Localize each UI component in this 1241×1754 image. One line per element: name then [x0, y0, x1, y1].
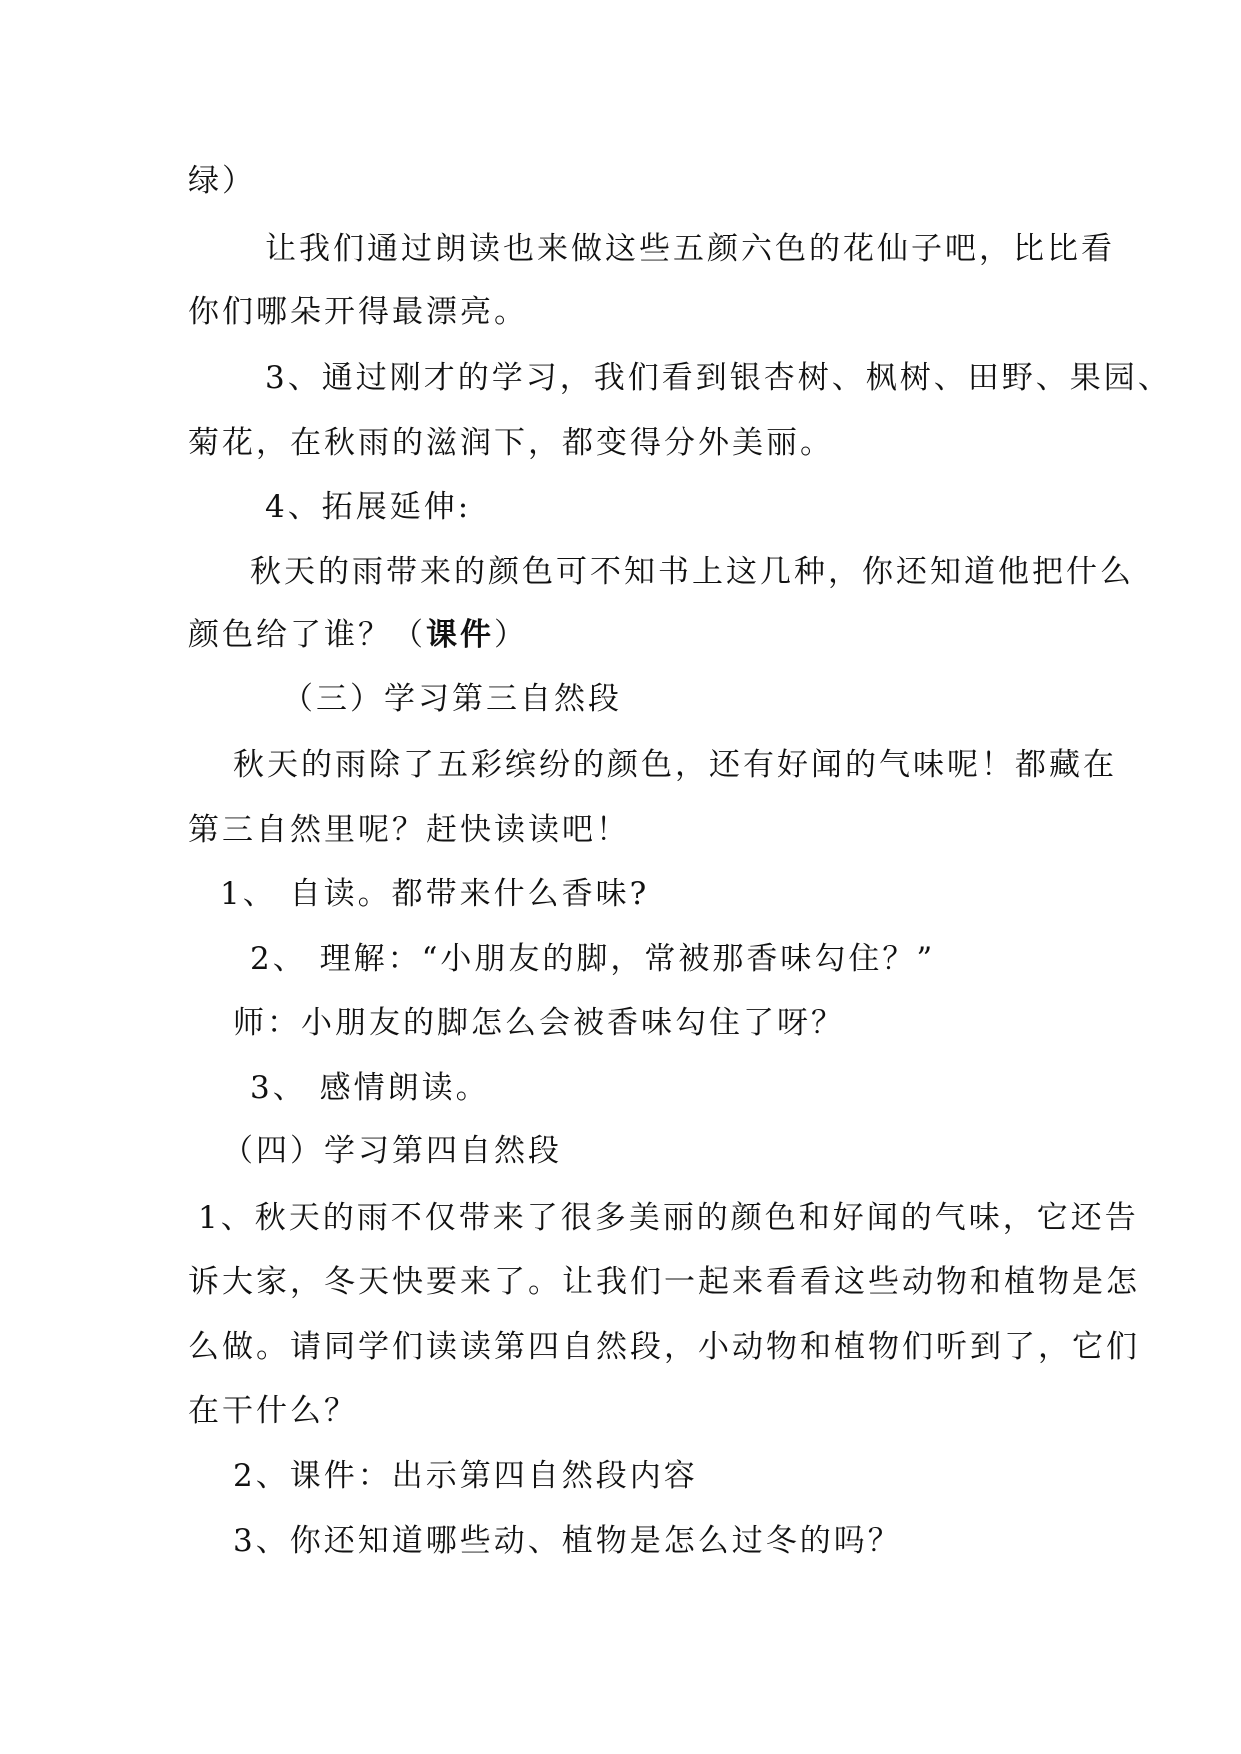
text-line-20: 在干什么？ [188, 1393, 358, 1429]
text-line-6: 4、拓展延伸: [265, 489, 472, 525]
section-heading-4: （四）学习第四自然段 [222, 1133, 562, 1169]
text-line-7: 秋天的雨带来的颜色可不知书上这几种，你还知道他把什么 [250, 554, 1134, 590]
text-line-3: 你们哪朵开得最漂亮。 [188, 294, 528, 330]
text-line-17: 1、秋天的雨不仅带来了很多美丽的颜色和好闻的气味，它还告 [198, 1200, 1139, 1236]
text-line-15: 3、 感情朗读。 [250, 1070, 490, 1106]
text-line-14: 师：小朋友的脚怎么会被香味勾住了呀？ [233, 1005, 845, 1041]
text-line-22: 3、你还知道哪些动、植物是怎么过冬的吗？ [233, 1523, 902, 1559]
text-line-1: 绿） [188, 163, 256, 199]
text-line-10: 秋天的雨除了五彩缤纷的颜色，还有好闻的气味呢！都藏在 [233, 747, 1117, 783]
text-line-8 [188, 615, 528, 655]
text-line-8-start: 颜色给了谁？（ [188, 617, 426, 653]
text-line-11: 第三自然里呢？赶快读读吧！ [188, 812, 630, 848]
text-line-4: 3、通过刚才的学习，我们看到银杏树、枫树、田野、果园、 [265, 360, 1172, 396]
text-line-18: 诉大家，冬天快要来了。让我们一起来看看这些动物和植物是怎 [188, 1264, 1140, 1300]
text-line-12: 1、 自读。都带来什么香味? [220, 876, 650, 912]
section-heading-3: （三）学习第三自然段 [282, 681, 622, 717]
text-line-21: 2、课件：出示第四自然段内容 [233, 1458, 698, 1494]
text-line-2: 让我们通过朗读也来做这些五颜六色的花仙子吧，比比看 [265, 231, 1115, 267]
text-line-8-end: ） [494, 617, 528, 653]
text-line-19: 么做。请同学们读读第四自然段，小动物和植物们听到了，它们 [188, 1329, 1140, 1365]
courseware-label: 课件 [426, 617, 494, 653]
text-line-5: 菊花，在秋雨的滋润下，都变得分外美丽。 [188, 425, 834, 461]
text-line-13: 2、 理解：“小朋友的脚，常被那香味勾住？” [250, 941, 936, 977]
